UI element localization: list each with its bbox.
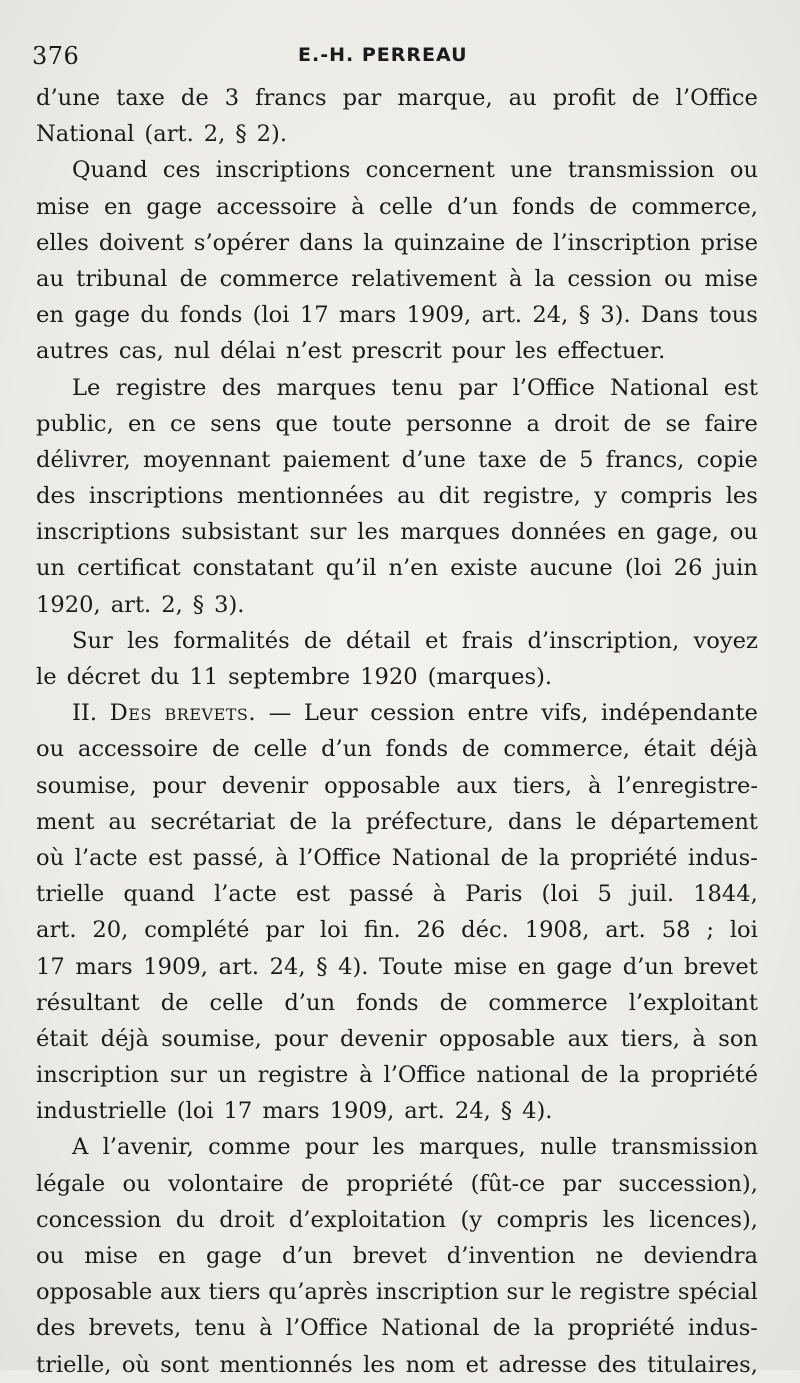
text-line: résultant de celle d’un fonds de commerce l’exploitant: [36, 989, 758, 1016]
text-line: en gage du fonds (loi 17 mars 1909, art. 24, § 3). Dans tous: [36, 302, 758, 329]
text-line: d’une taxe de 3 francs par marque, au profit de l’Office: [36, 85, 758, 111]
text-line: autres cas, nul délai n’est prescrit pour les effectuer.: [36, 338, 666, 365]
text-line: concession du droit d’exploitation (y compris les licences),: [36, 1206, 758, 1233]
text-line: trielle quand l’acte est passé à Paris (loi 5 juil. 1844,: [36, 881, 758, 908]
text-line: Le registre des marques tenu par l’Office National est: [72, 374, 758, 401]
text-line: National (art. 2, § 2).: [36, 121, 287, 148]
text-line: inscription sur un registre à l’Office national de la propriété: [36, 1062, 758, 1089]
body-text: [36, 80, 758, 1383]
text-line: industrielle (loi 17 mars 1909, art. 24, § 4).: [36, 1098, 553, 1125]
text-line: ou mise en gage d’un brevet d’invention ne deviendra: [36, 1243, 758, 1269]
text-line: soumise, pour devenir opposable aux tiers, à l’enregistre-: [36, 772, 758, 799]
text-line: elles doivent s’opérer dans la quinzaine de l’inscription prise: [36, 229, 758, 256]
page-number: 376: [32, 42, 80, 70]
text-line: mise en gage accessoire à celle d’un fonds de commerce,: [36, 193, 758, 220]
text-line: trielle, où sont mentionnés les nom et adresse des titulaires,: [36, 1351, 758, 1378]
text-line: le décret du 11 septembre 1920 (marques).: [36, 664, 553, 690]
text-line: A l’avenir, comme pour les marques, nulle transmission: [72, 1134, 758, 1161]
text-line: Quand ces inscriptions concernent une transmission ou: [72, 157, 758, 184]
text-line: un certificat constatant qu’il n’en existe aucune (loi 26 juin: [36, 555, 758, 582]
text-line: au tribunal de commerce relativement à la cession ou mise: [36, 265, 758, 292]
text-line: légale ou volontaire de propriété (fût-ce par succession),: [36, 1170, 758, 1197]
text-line: II. Des brevets. — Leur cession entre vifs, indépendante: [72, 700, 758, 727]
text-line: Sur les formalités de détail et frais d’inscription, voyez: [72, 627, 758, 654]
text-line: ou accessoire de celle d’un fonds de commerce, était déjà: [36, 736, 758, 763]
text-line: art. 20, complété par loi fin. 26 déc. 1908, art. 58 ; loi: [36, 917, 758, 944]
text-line: public, en ce sens que toute personne a droit de se faire: [36, 410, 758, 437]
text-line: 17 mars 1909, art. 24, § 4). Toute mise en gage d’un brevet: [36, 953, 758, 980]
text-line: où l’acte est passé, à l’Office National de la propriété indus-: [36, 844, 758, 871]
text-line: opposable aux tiers qu’après inscription sur le registre spécial: [36, 1279, 758, 1306]
text-line: était déjà soumise, pour devenir opposable aux tiers, à son: [36, 1025, 758, 1052]
text-line: délivrer, moyennant paiement d’une taxe de 5 francs, copie: [36, 446, 758, 473]
text-line: des brevets, tenu à l’Office National de la propriété indus-: [36, 1315, 758, 1342]
page-header: [30, 42, 770, 74]
running-head: E.-H. PERREAU: [298, 44, 468, 66]
text-line: 1920, art. 2, § 3).: [36, 591, 245, 618]
text-line: inscriptions subsistant sur les marques données en gage, ou: [36, 519, 758, 546]
text-line: ment au secrétariat de la préfecture, dans le département: [36, 808, 758, 835]
text-line: des inscriptions mentionnées au dit registre, y compris les: [36, 483, 758, 510]
